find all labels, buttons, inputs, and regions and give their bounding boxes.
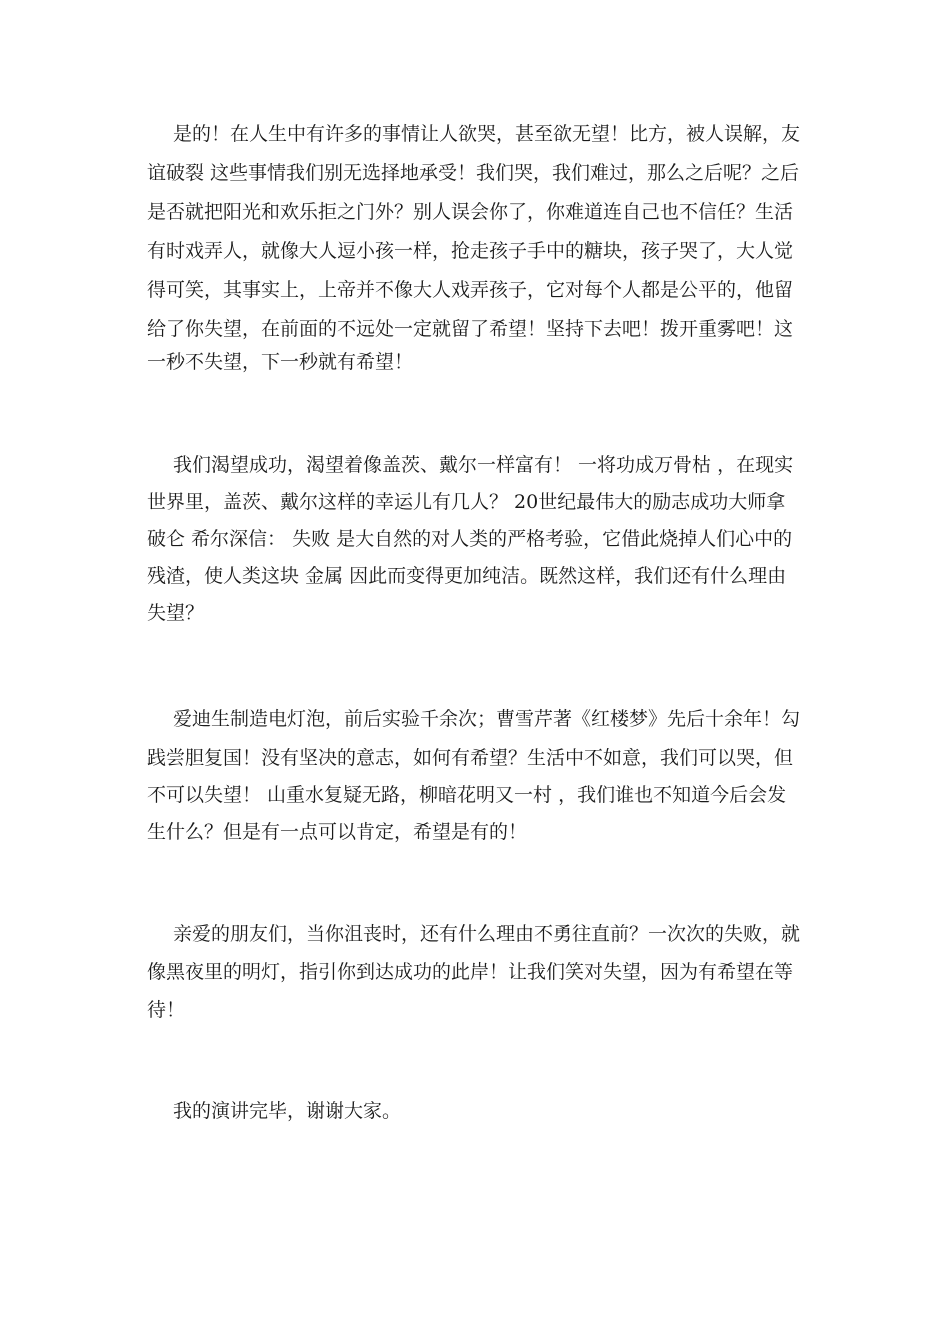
paragraph-line: 生什么？但是有一点可以肯定，希望是有的！ [147,821,528,843]
paragraph-line: 失望？ [147,602,205,624]
paragraph-line: 亲爱的朋友们，当你沮丧时，还有什么理由不勇往直前？一次次的失败，就 [173,923,801,945]
paragraph-line: 像黑夜里的明灯，指引你到达成功的此岸！让我们笑对失望，因为有希望在等 [147,961,794,983]
paragraph-line: 得可笑，其事实上，上帝并不像大人戏弄孩子，它对每个人都是公平的，他留 [147,279,794,301]
paragraph-line: 践尝胆复国！没有坚决的意志，如何有希望？生活中不如意，我们可以哭，但 [147,747,794,769]
paragraph-line: 残渣，使人类这块 金属 因此而变得更加纯洁。既然这样，我们还有什么理由 [147,565,787,587]
paragraph-line: 待！ [147,999,186,1021]
paragraph-line: 不可以失望！ 山重水复疑无路，柳暗花明又一村 ，我们谁也不知道今后会发 [147,784,787,806]
paragraph-line: 是否就把阳光和欢乐拒之门外？别人误会你了，你难道连自己也不信任？生活 [147,201,794,223]
paragraph-line: 破仑 希尔深信： 失败 是大自然的对人类的严格考验，它借此烧掉人们心中的 [147,528,793,550]
paragraph-line: 有时戏弄人，就像大人逗小孩一样，抢走孩子手中的糖块，孩子哭了，大人觉 [147,240,794,262]
closing-line: 我的演讲完毕，谢谢大家。 [173,1100,402,1122]
paragraph-line: 我们渴望成功，渴望着像盖茨、戴尔一样富有！ 一将功成万骨枯 ，在现实 [173,454,794,476]
paragraph-line: 是的！在人生中有许多的事情让人欲哭，甚至欲无望！比方，被人误解，友 [173,123,801,145]
paragraph-line: 爱迪生制造电灯泡，前后实验千余次；曹雪芹著《红楼梦》先后十余年！勾 [173,708,801,730]
paragraph-line: 世界里，盖茨、戴尔这样的幸运儿有几人？ 20世纪最伟大的励志成功大师拿 [147,491,786,513]
paragraph-line: 一秒不失望，下一秒就有希望！ [147,351,414,373]
paragraph-line: 给了你失望，在前面的不远处一定就留了希望！坚持下去吧！拨开重雾吧！这 [147,318,794,340]
paragraph-line: 谊破裂 这些事情我们别无选择地承受！我们哭，我们难过，那么之后呢？之后 [147,162,800,184]
